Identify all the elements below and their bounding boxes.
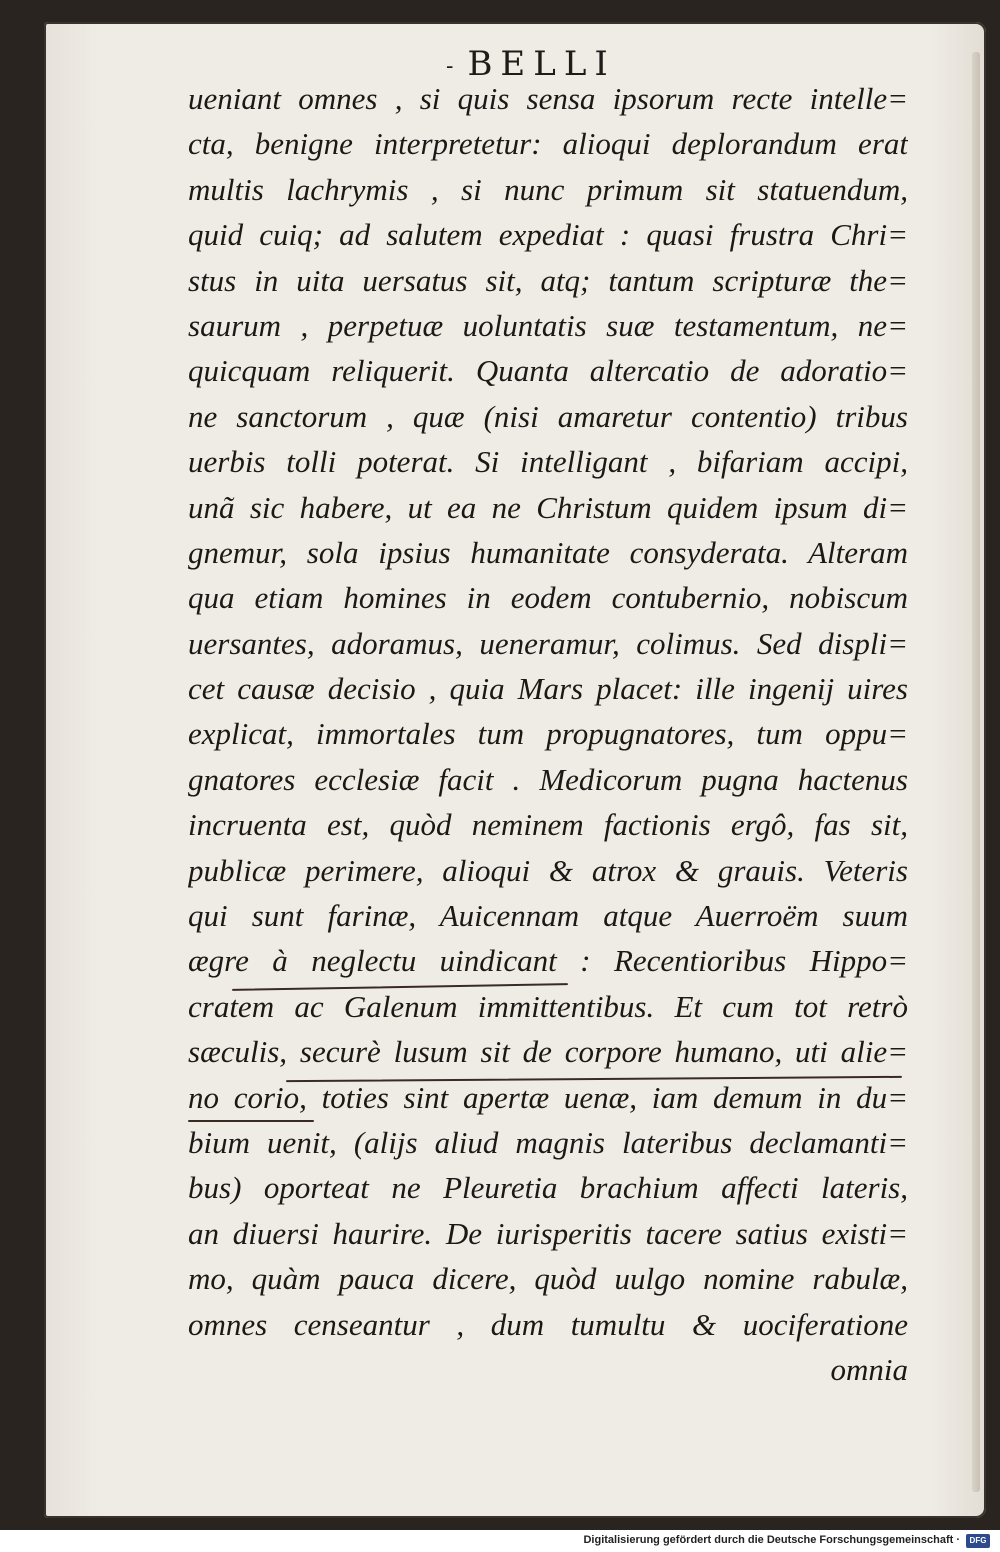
text-line: uerbis tolli poterat. Si intelligant , bifariam accipi, [188, 444, 908, 480]
handwritten-underline [188, 1120, 314, 1122]
text-line: bium uenit, (alijs aliud magnis lateribus declamanti= [188, 1124, 908, 1160]
text-line: sæculis, securè lusum sit de corpore humano, uti alie= [188, 1034, 908, 1070]
text-line: explicat, immortales tum propugnatores, tum oppu= [188, 716, 908, 752]
text-line: ne sanctorum , quæ (nisi amaretur contentio) tribus [188, 398, 908, 434]
text-line: cratem ac Galenum immittentibus. Et cum tot retrò [188, 988, 908, 1024]
text-line: qua etiam homines in eodem contubernio, nobiscum [188, 580, 908, 616]
text-line: omnes censeantur , dum tumultu & uociferatione [188, 1306, 908, 1342]
text-line: publicæ perimere, alioqui & atrox & grauis. Veteris [188, 852, 908, 888]
text-line: cta, benigne interpretetur: alioqui deplorandum erat [188, 126, 908, 162]
running-head-mark: - [446, 53, 454, 79]
text-line: quicquam reliquerit. Quanta altercatio de adoratio= [188, 353, 908, 389]
text-line: unã sic habere, ut ea ne Christum quidem ipsum di= [188, 489, 908, 525]
text-line: multis lachrymis , si nunc primum sit statuendum, [188, 171, 908, 207]
page-edge [972, 52, 980, 1492]
text-line: stus in uita uersatus sit, atq; tantum scripturæ the= [188, 262, 908, 298]
text-line: no corio, toties sint apertæ uenæ, iam demum in du= [188, 1079, 908, 1115]
text-line: ægre à neglectu uindicant : Recentioribus Hippo= [188, 943, 908, 979]
text-line: gnatores ecclesiæ facit . Medicorum pugna hactenus [188, 761, 908, 797]
footer-bar [0, 1530, 1000, 1552]
text-block [188, 76, 908, 1392]
text-line: mo, quàm pauca dicere, quòd uulgo nomine rabulæ, [188, 1261, 908, 1297]
text-line: bus) oporteat ne Pleuretia brachium affecti lateris, [188, 1170, 908, 1206]
text-line: uersantes, adoramus, ueneramur, colimus. Sed displi= [188, 625, 908, 661]
running-head-title: BELLI [467, 44, 616, 84]
text-line: saurum , perpetuæ uoluntatis suæ testamentum, ne= [188, 307, 908, 343]
text-line: incruenta est, quòd neminem factionis ergô, fas sit, [188, 807, 908, 843]
text-line: ueniant omnes , si quis sensa ipsorum recte intelle= [188, 81, 908, 116]
text-line: gnemur, sola ipsius humanitate consyderata. Alteram [188, 534, 908, 570]
text-line: quid cuiq; ad salutem expediat : quasi frustra Chri= [188, 217, 908, 253]
footer-credit: Digitalisierung gefördert durch die Deutsche Forschungsgemeinschaft · [583, 1534, 960, 1546]
text-line: cet causæ decisio , quia Mars placet: ille ingenij uires [188, 671, 908, 707]
text-line: an diuersi haurire. De iurisperitis tacere satius existi= [188, 1215, 908, 1251]
catchword: omnia [830, 1351, 908, 1387]
dfg-logo: DFG [966, 1534, 990, 1548]
text-line: qui sunt farinæ, Auicennam atque Auerroëm suum [188, 898, 908, 934]
